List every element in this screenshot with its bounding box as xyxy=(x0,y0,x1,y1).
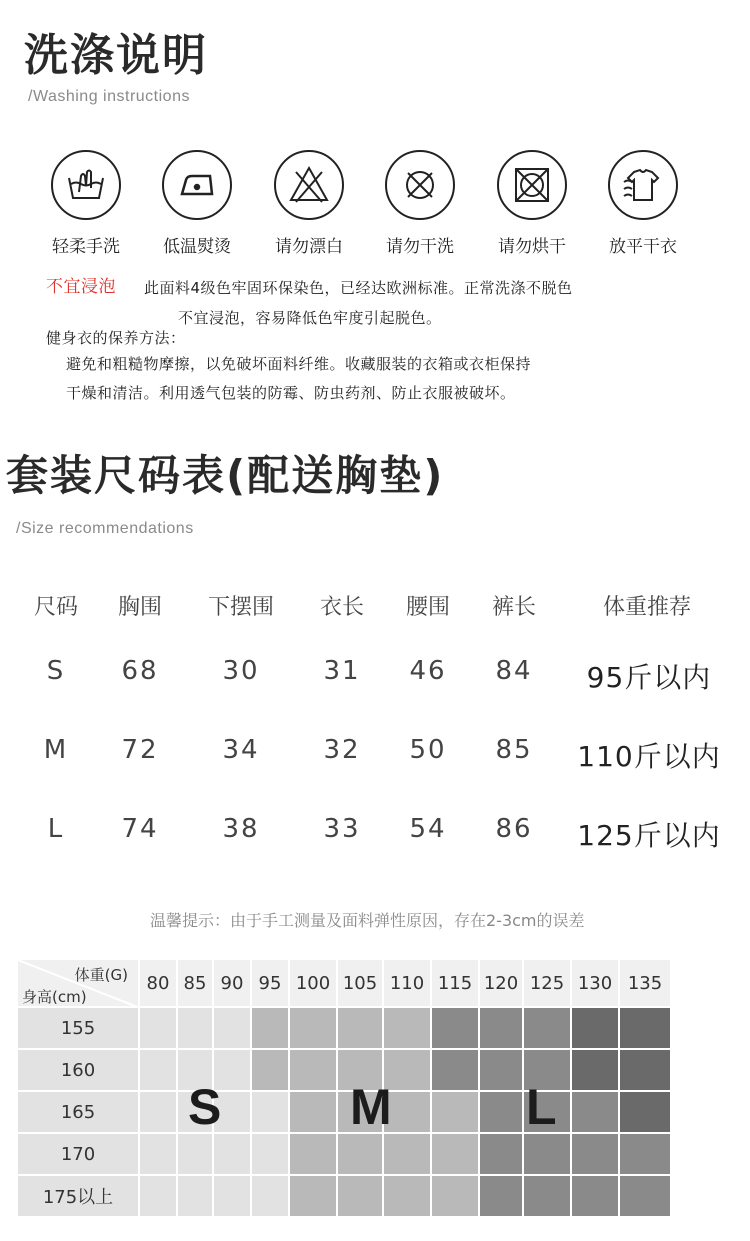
weight-value: 110斤以内 xyxy=(577,740,721,773)
header-size: 尺码 xyxy=(33,595,78,620)
grid-cell xyxy=(252,1176,290,1218)
grid-cell xyxy=(572,1050,620,1092)
length-value: 31 xyxy=(323,656,361,686)
grid-weight-header: 100 xyxy=(290,960,338,1008)
care-item-hand-wash xyxy=(30,150,142,257)
grid-corner-header xyxy=(18,960,140,1008)
header-chest: 胸围 xyxy=(117,595,162,620)
washing-subtitle: /Washing instructions xyxy=(28,88,190,105)
warning-label: 不宜浸泡 xyxy=(46,277,116,297)
pants-length-value: 84 xyxy=(495,656,533,686)
grid-cell xyxy=(432,1050,480,1092)
grid-cell xyxy=(140,1050,178,1092)
weight-value: 125斤以内 xyxy=(577,819,721,852)
grid-cell xyxy=(432,1176,480,1218)
grid-cell xyxy=(432,1134,480,1176)
grid-cell xyxy=(432,1092,480,1134)
grid-cell xyxy=(572,1176,620,1218)
grid-cell xyxy=(140,1008,178,1050)
size-title: 套装尺码表(配送胸垫) xyxy=(6,451,445,500)
measurement-tip: 温馨提示：由于手工测量及面料弹性原因，存在2-3cm的误差 xyxy=(150,911,585,930)
grid-weight-header: 130 xyxy=(572,960,620,1008)
chest-value: 68 xyxy=(121,656,159,686)
size-subtitle: /Size recommendations xyxy=(16,520,194,537)
grid-cell xyxy=(384,1008,432,1050)
header-waist: 腰围 xyxy=(405,595,450,620)
grid-cell xyxy=(214,1176,252,1218)
size-row-m xyxy=(18,735,738,775)
grid-weight-header: 80 xyxy=(140,960,178,1008)
grid-cell xyxy=(290,1092,338,1134)
care-item-iron xyxy=(141,150,253,257)
care-title: 健身衣的保养方法： xyxy=(46,329,186,347)
hem-value: 38 xyxy=(222,814,260,844)
care-item-no-dry-clean xyxy=(364,150,476,257)
grid-weight-header: 125 xyxy=(524,960,572,1008)
grid-weight-header: 85 xyxy=(178,960,214,1008)
warning-line-1: 此面料4级色牢固环保染色，已经达欧洲标准。正常洗涤不脱色 xyxy=(144,279,573,297)
grid-cell xyxy=(214,1008,252,1050)
grid-weight-header: 115 xyxy=(432,960,480,1008)
waist-value: 46 xyxy=(409,656,447,686)
grid-cell xyxy=(178,1176,214,1218)
header-weight: 体重推荐 xyxy=(602,595,691,620)
grid-weight-header: 105 xyxy=(338,960,384,1008)
size-header-row xyxy=(18,590,738,630)
care-item-dry-flat xyxy=(587,150,699,257)
dry-flat-icon xyxy=(608,150,678,220)
care-item-no-tumble-dry xyxy=(476,150,588,257)
hem-value: 30 xyxy=(222,656,260,686)
hand-wash-icon xyxy=(51,150,121,220)
header-hem: 下摆围 xyxy=(207,595,274,620)
size-label: S xyxy=(46,656,66,686)
size-row-s xyxy=(18,656,738,696)
grid-cell xyxy=(432,1008,480,1050)
grid-cell xyxy=(384,1134,432,1176)
size-row-l xyxy=(18,814,738,854)
grid-cell xyxy=(480,1050,524,1092)
size-zone-m: M xyxy=(350,1079,392,1135)
grid-cell xyxy=(290,1134,338,1176)
grid-cell xyxy=(620,1008,672,1050)
grid-cell xyxy=(338,1134,384,1176)
size-zone-l: L xyxy=(526,1079,557,1135)
grid-height-label: 165 xyxy=(18,1092,140,1134)
care-line-2: 干燥和清洁。利用透气包装的防霉、防虫药剂、防止衣服被破坏。 xyxy=(66,384,516,402)
grid-cell xyxy=(338,1176,384,1218)
grid-cell xyxy=(290,1008,338,1050)
grid-cell xyxy=(178,1134,214,1176)
weight-axis-label: 体重(G) xyxy=(74,966,128,984)
pants-length-value: 86 xyxy=(495,814,533,844)
care-label: 请勿漂白 xyxy=(275,237,343,257)
grid-cell xyxy=(178,1008,214,1050)
chest-value: 72 xyxy=(121,735,159,765)
weight-value: 95斤以内 xyxy=(586,661,712,694)
care-label: 轻柔手洗 xyxy=(52,237,120,257)
grid-cell xyxy=(252,1092,290,1134)
iron-low-icon xyxy=(162,150,232,220)
grid-cell xyxy=(338,1008,384,1050)
grid-cell xyxy=(572,1134,620,1176)
grid-cell xyxy=(290,1176,338,1218)
grid-cell xyxy=(140,1176,178,1218)
care-item-no-bleach xyxy=(253,150,365,257)
size-zone-s: S xyxy=(188,1079,222,1135)
grid-cell xyxy=(620,1050,672,1092)
care-label: 放平干衣 xyxy=(609,237,677,257)
care-label: 请勿干洗 xyxy=(386,237,454,257)
grid-height-label: 160 xyxy=(18,1050,140,1092)
grid-cell xyxy=(524,1134,572,1176)
grid-weight-header: 90 xyxy=(214,960,252,1008)
grid-cell xyxy=(572,1092,620,1134)
header-length: 衣长 xyxy=(319,595,364,620)
grid-cell xyxy=(480,1134,524,1176)
no-tumble-dry-icon xyxy=(497,150,567,220)
grid-cell xyxy=(480,1092,524,1134)
grid-cell xyxy=(290,1050,338,1092)
size-label: M xyxy=(43,735,69,765)
hem-value: 34 xyxy=(222,735,260,765)
washing-title: 洗涤说明 xyxy=(24,30,208,81)
height-axis-label: 身高(cm) xyxy=(22,988,87,1006)
grid-height-label: 175以上 xyxy=(18,1176,140,1218)
care-line-1: 避免和粗糙物摩擦，以免破坏面料纤维。收藏服装的衣箱或衣柜保持 xyxy=(66,355,532,373)
length-value: 32 xyxy=(323,735,361,765)
grid-cell xyxy=(214,1134,252,1176)
grid-cell xyxy=(384,1176,432,1218)
chest-value: 74 xyxy=(121,814,159,844)
grid-cell xyxy=(140,1134,178,1176)
no-dry-clean-icon xyxy=(385,150,455,220)
grid-height-label: 170 xyxy=(18,1134,140,1176)
care-label: 请勿烘干 xyxy=(498,237,566,257)
grid-weight-header: 95 xyxy=(252,960,290,1008)
grid-cell xyxy=(524,1008,572,1050)
waist-value: 54 xyxy=(409,814,447,844)
waist-value: 50 xyxy=(409,735,447,765)
grid-weight-header: 110 xyxy=(384,960,432,1008)
grid-cell xyxy=(524,1176,572,1218)
care-label: 低温熨烫 xyxy=(163,237,231,257)
grid-cell xyxy=(140,1092,178,1134)
grid-cell xyxy=(480,1176,524,1218)
grid-cell xyxy=(252,1008,290,1050)
length-value: 33 xyxy=(323,814,361,844)
grid-cell xyxy=(620,1092,672,1134)
grid-height-label: 155 xyxy=(18,1008,140,1050)
grid-cell xyxy=(620,1134,672,1176)
grid-cell xyxy=(252,1050,290,1092)
size-grid xyxy=(18,960,680,1230)
pants-length-value: 85 xyxy=(495,735,533,765)
grid-weight-header: 120 xyxy=(480,960,524,1008)
grid-cell xyxy=(480,1008,524,1050)
size-label: L xyxy=(47,814,65,844)
grid-cell xyxy=(572,1008,620,1050)
grid-weight-header: 135 xyxy=(620,960,672,1008)
no-bleach-icon xyxy=(274,150,344,220)
header-pants-length: 裤长 xyxy=(491,595,536,620)
grid-cell xyxy=(620,1176,672,1218)
warning-line-2: 不宜浸泡，容易降低色牢度引起脱色。 xyxy=(178,309,442,327)
grid-cell xyxy=(252,1134,290,1176)
